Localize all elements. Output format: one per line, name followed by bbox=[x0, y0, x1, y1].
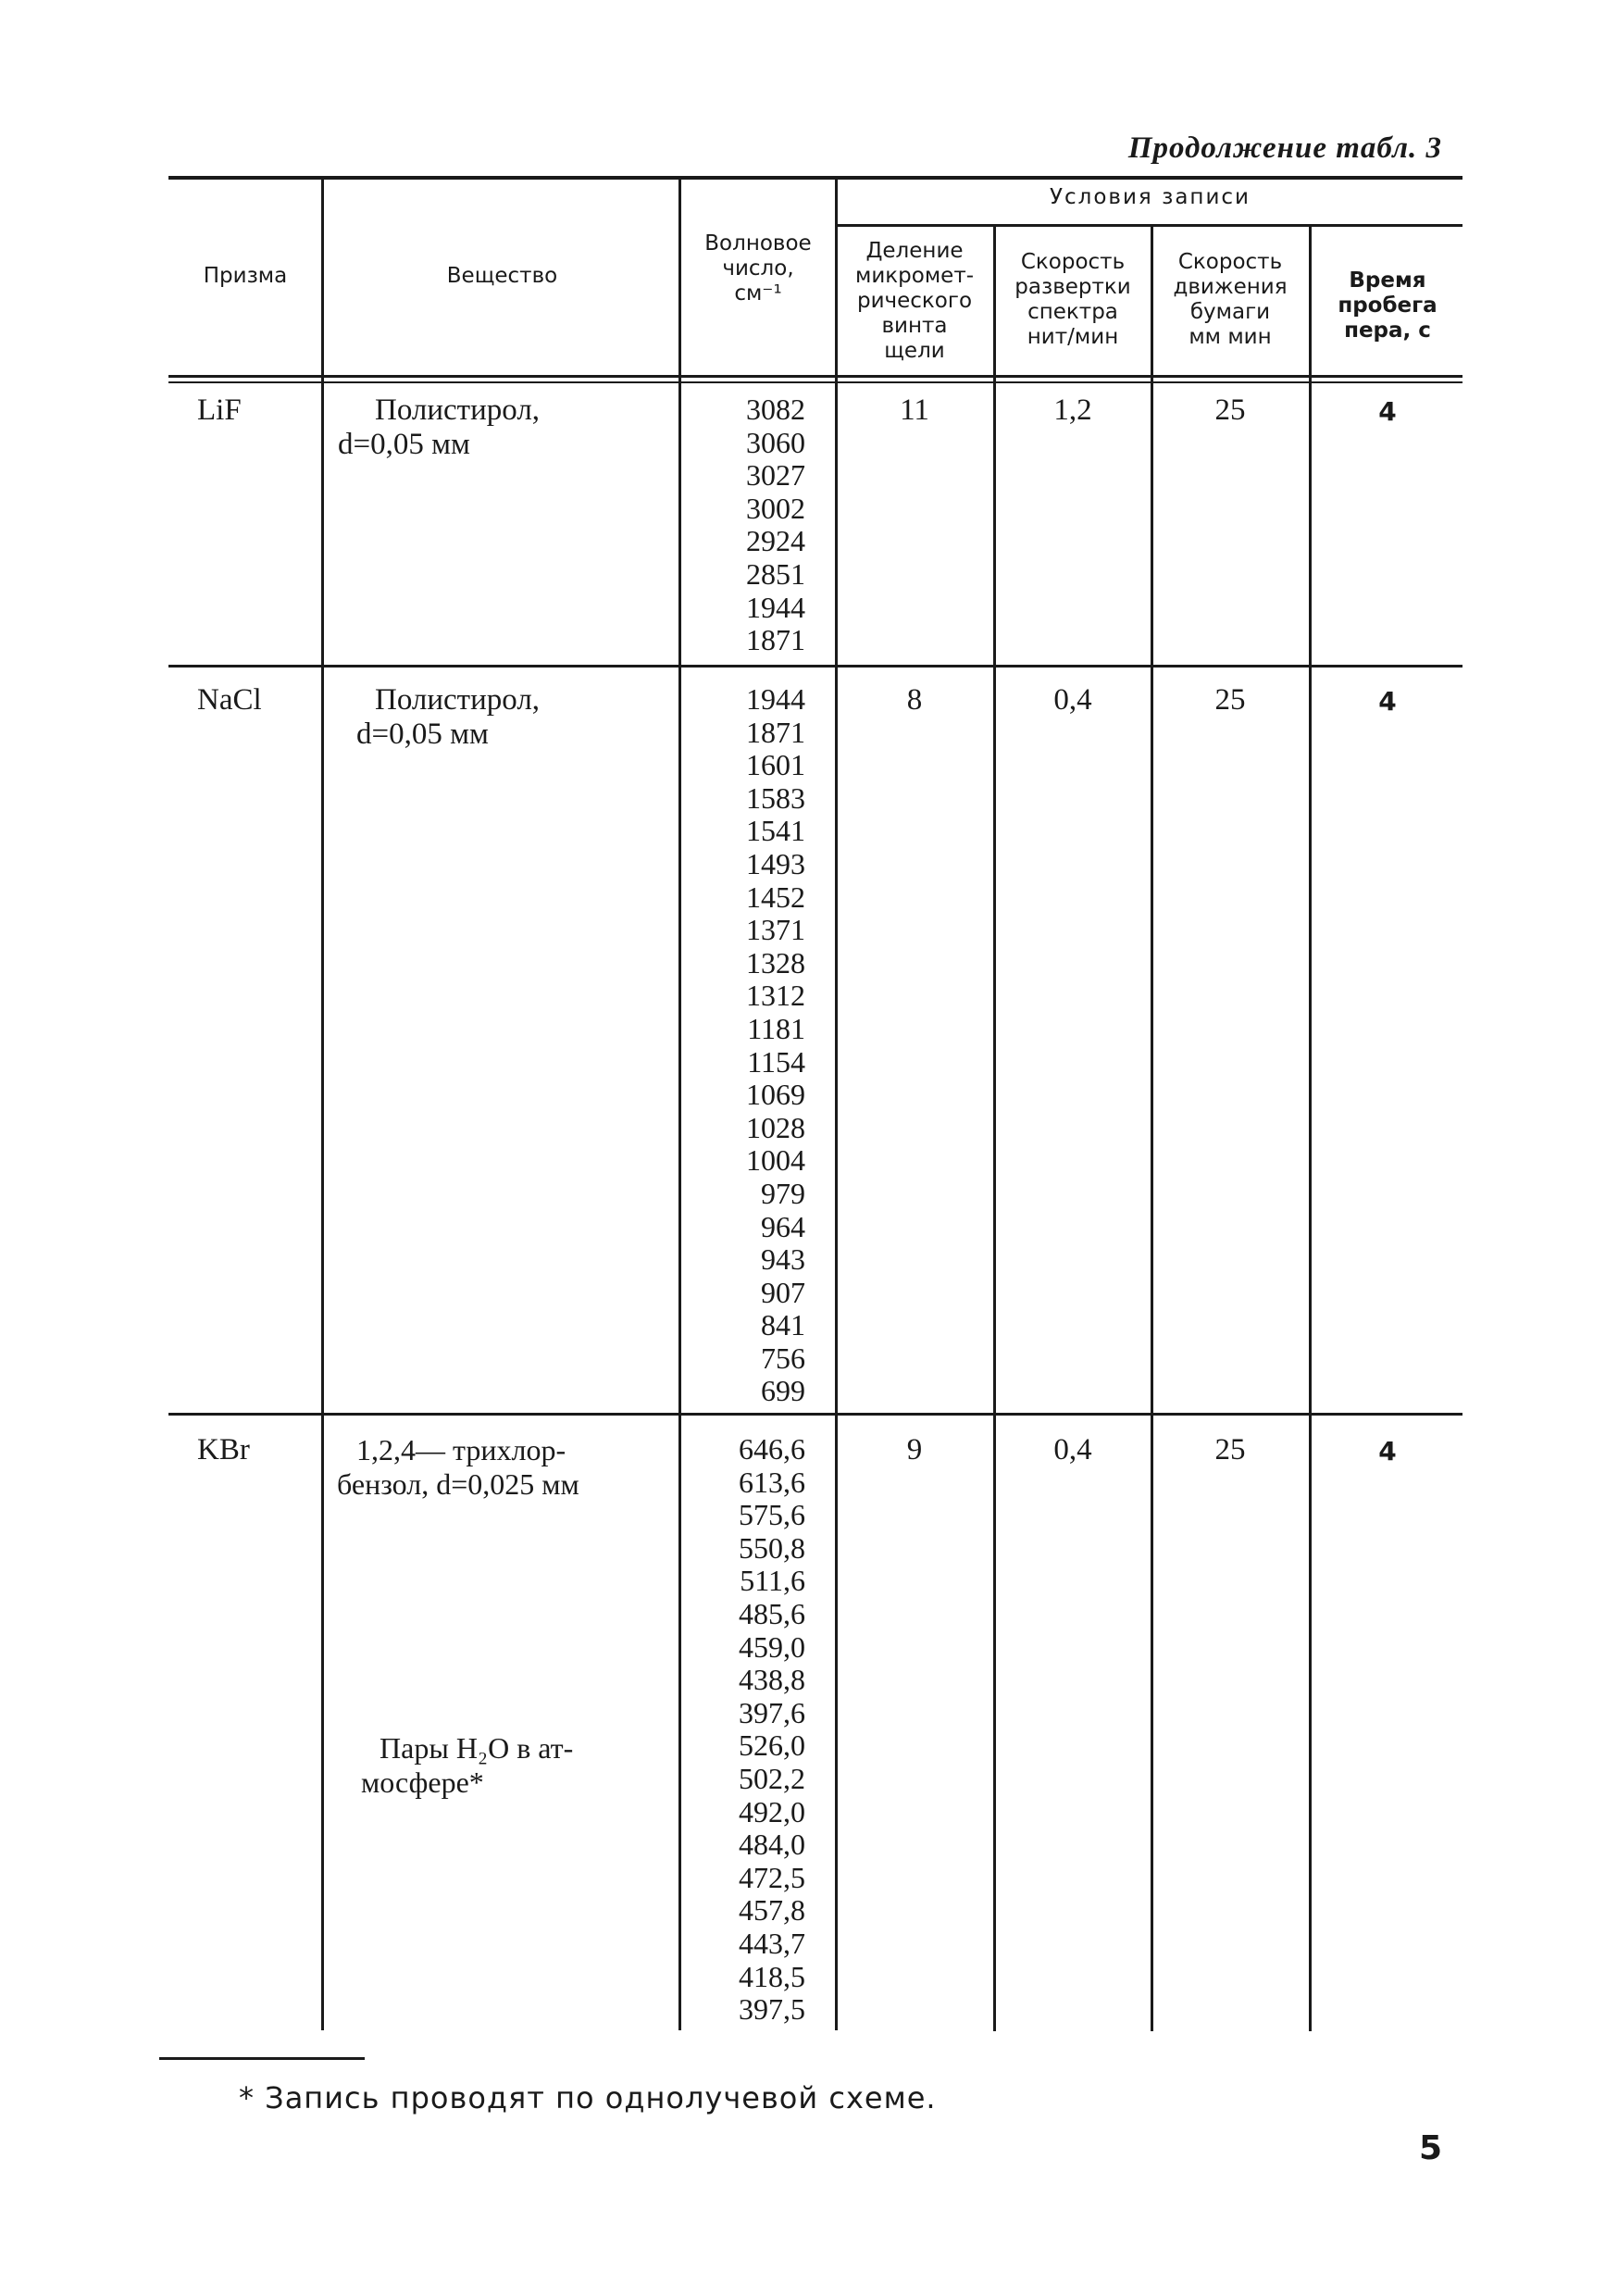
table-top-rule bbox=[168, 176, 1462, 180]
header-conditions: Условия записи bbox=[1050, 185, 1251, 209]
scan-speed-nacl: 0,4 bbox=[1053, 683, 1092, 717]
footnote: * Запись проводят по однолучевой схеме. bbox=[239, 2080, 937, 2115]
micrometer-kbr: 9 bbox=[906, 1433, 923, 1466]
header-scan-speed: Скорость развертки спектра нит/мин bbox=[1014, 250, 1131, 349]
scan-speed-kbr: 0,4 bbox=[1053, 1433, 1092, 1466]
header-micrometer: Деление микромет- рического винта щели bbox=[854, 239, 975, 363]
wavenumbers-nacl: 1944 1871 1601 1583 1541 1493 1452 1371 1328 1312 1181 1154 1069 1028 1004 979 964 943 907 841 756 699 bbox=[746, 682, 805, 1408]
col-divider-scan bbox=[1151, 226, 1153, 2031]
col-divider-micrometer bbox=[993, 226, 996, 2031]
page-number: 5 bbox=[1418, 2129, 1442, 2167]
col-divider-wavenumber bbox=[835, 179, 838, 2030]
paper-speed-kbr: 25 bbox=[1214, 1433, 1246, 1466]
wavenumbers-lif: 3082 3060 3027 3002 2924 2851 1944 1871 bbox=[746, 393, 805, 657]
table-continuation-label: Продолжение табл. 3 bbox=[1127, 131, 1442, 165]
row-separator-1 bbox=[168, 665, 1462, 668]
paper-speed-lif: 25 bbox=[1214, 393, 1246, 427]
header-bottom-rule bbox=[168, 375, 1462, 378]
pen-time-kbr: 4 bbox=[1378, 1436, 1397, 1466]
header-substance: Вещество bbox=[446, 264, 558, 288]
micrometer-nacl: 8 bbox=[906, 683, 923, 717]
footnote-rule bbox=[159, 2057, 365, 2060]
substance-kbr-trichlorobenzene: 1,2,4— трихлор- бензол, d=0,025 мм bbox=[337, 1433, 579, 1501]
prism-nacl: NaCl bbox=[197, 683, 262, 717]
scan-speed-lif: 1,2 bbox=[1053, 393, 1092, 427]
substance-nacl: Полистирол, d=0,05 мм bbox=[356, 683, 541, 751]
header-bottom-rule-2 bbox=[168, 381, 1462, 383]
prism-lif: LiF bbox=[197, 393, 242, 427]
col-divider-substance bbox=[678, 179, 681, 2030]
pen-time-nacl: 4 bbox=[1378, 686, 1397, 717]
header-pen-time: Время пробега пера, с bbox=[1338, 268, 1438, 343]
substance-kbr-water-vapor: Пары H₂O в ат- мосфере* bbox=[361, 1731, 574, 1799]
header-wavenumber: Волновое число, см⁻¹ bbox=[704, 231, 812, 306]
prism-kbr: KBr bbox=[197, 1433, 250, 1466]
substance-lif: Полистирол, d=0,05 мм bbox=[338, 393, 541, 461]
wavenumbers-kbr: 646,6 613,6 575,6 550,8 511,6 485,6 459,0 438,8 397,6 526,0 502,2 492,0 484,0 472,5 457,8 443,7 418,5 397,5 bbox=[739, 1432, 805, 2027]
col-divider-prism bbox=[321, 179, 324, 2030]
micrometer-lif: 11 bbox=[900, 393, 929, 427]
header-paper-speed: Скорость движения бумаги мм мин bbox=[1173, 250, 1288, 349]
row-separator-2 bbox=[168, 1413, 1462, 1416]
header-prism: Призма bbox=[203, 264, 288, 288]
col-divider-paper bbox=[1309, 226, 1312, 2031]
paper-speed-nacl: 25 bbox=[1214, 683, 1246, 717]
pen-time-lif: 4 bbox=[1378, 396, 1397, 427]
conditions-rule bbox=[836, 224, 1462, 227]
